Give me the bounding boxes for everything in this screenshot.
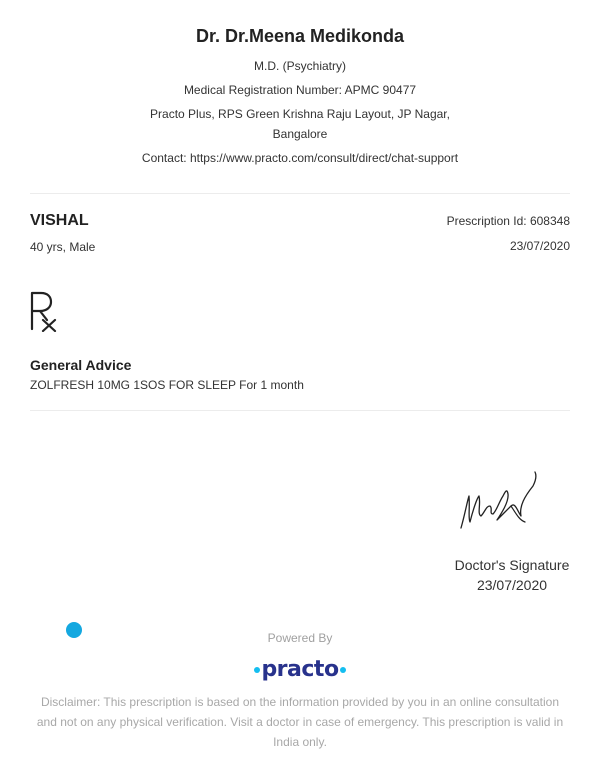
logo-left-dot — [254, 667, 260, 673]
prescription-id: Prescription Id: 608348 — [446, 214, 570, 228]
signature-label: Doctor's Signature — [454, 557, 570, 573]
prescription-date: 23/07/2020 — [509, 239, 570, 253]
contact-link[interactable]: Contact: https://www.practo.com/consult/direct/chat-support — [141, 151, 459, 165]
patient-name: VISHAL — [30, 212, 89, 229]
doctor-signature-image — [455, 466, 545, 539]
doctor-degree: M.D. (Psychiatry) — [253, 59, 346, 73]
practo-logo — [248, 655, 352, 685]
disclaimer-text: Disclaimer: This prescription is based on the information provided by you in an online consultation and not on any physical verification. Visit a doctor in case of emergency. This prescription is valid in India only. — [36, 695, 564, 749]
clinic-address-line-2: Bangalore — [272, 127, 328, 141]
doctor-name: Dr. Dr.Meena Medikonda — [195, 26, 405, 46]
general-advice-text: ZOLFRESH 10MG 1SOS FOR SLEEP For 1 month — [30, 378, 304, 392]
general-advice-title: General Advice — [30, 357, 132, 373]
signature-date: 23/07/2020 — [476, 577, 548, 593]
header-divider — [30, 193, 570, 194]
logo-right-dot — [340, 667, 346, 673]
advice-divider — [30, 410, 570, 411]
powered-by-label: Powered By — [267, 631, 333, 645]
rx-icon — [29, 290, 59, 337]
patient-age-gender: 40 yrs, Male — [30, 240, 96, 254]
practo-wordmark: practo — [261, 657, 339, 682]
registration-number: Medical Registration Number: APMC 90477 — [183, 83, 417, 97]
clinic-address-line-1: Practo Plus, RPS Green Krishna Raju Layout, JP Nagar, — [150, 107, 450, 121]
